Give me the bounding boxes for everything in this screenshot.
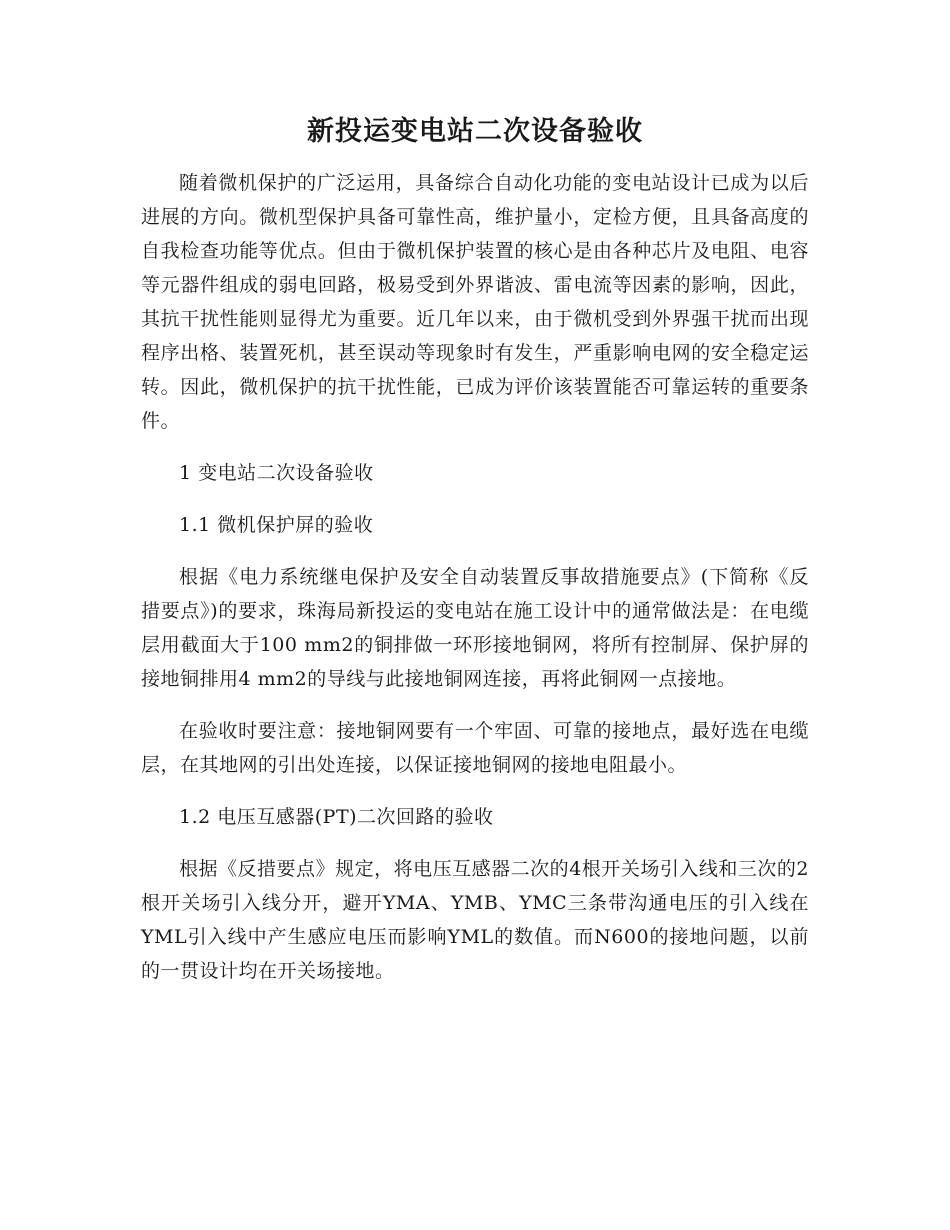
section-heading-1: 1 变电站二次设备验收 bbox=[179, 462, 374, 484]
section-1-1-paragraph-2: 在验收时要注意：接地铜网要有一个牢固、可靠的接地点，最好选在电缆层，在其地网的引出处连接，以保证接地铜网的接地电阻最小。 bbox=[141, 720, 809, 776]
section-heading-1-2: 1.2 电压互感器(PT)二次回路的验收 bbox=[179, 806, 494, 828]
document-body bbox=[141, 166, 809, 988]
section-1-1-paragraph-1: 根据《电力系统继电保护及安全自动装置反事故措施要点》(下简称《反措要点》)的要求，珠海局新投运的变电站在施工设计中的通常做法是：在电缆层用截面大于100 mm2的铜排做一环形接地铜网，将所有控制屏、保护屏的接地铜排用4 mm2的导线与此接地铜网连接，再将此铜网一点接地。 bbox=[141, 566, 809, 690]
section-1-2-paragraph-1: 根据《反措要点》规定，将电压互感器二次的4根开关场引入线和三次的2根开关场引入线分开，避开YMA、YMB、YMC三条带沟通电压的引入线在YML引入线中产生感应电压而影响YML的数值。而N600的接地问题，以前的一贯设计均在开关场接地。 bbox=[141, 858, 809, 982]
section-heading-1-1: 1.1 微机保护屏的验收 bbox=[179, 514, 374, 536]
document-title: 新投运变电站二次设备验收 bbox=[307, 116, 643, 147]
intro-paragraph: 随着微机保护的广泛运用，具备综合自动化功能的变电站设计已成为以后进展的方向。微机型保护具备可靠性高，维护量小，定检方便，且具备高度的自我检查功能等优点。但由于微机保护装置的核心是由各种芯片及电阻、电容等元器件组成的弱电回路，极易受到外界谐波、雷电流等因素的影响，因此，其抗干扰性能则显得尤为重要。近几年以来，由于微机受到外界强干扰而出现程序出格、装置死机，甚至误动等现象时有发生，严重影响电网的安全稳定运转。因此，微机保护的抗干扰性能，已成为评价该装置能否可靠运转的重要条件。 bbox=[141, 172, 809, 432]
